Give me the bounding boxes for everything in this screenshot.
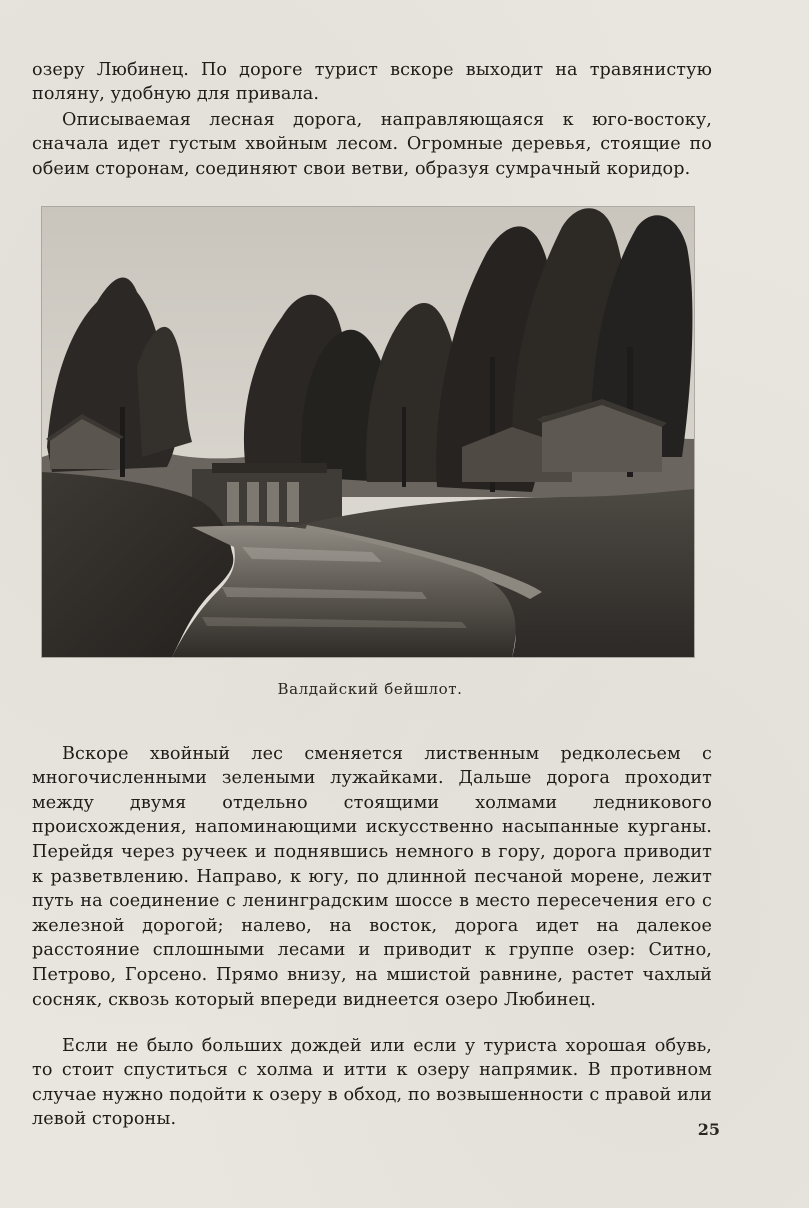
paragraph-forest-road: Описываемая лесная дорога, направляющаяся к юго-востоку, сначала идет густым хвойным лесом. Огромные деревья, стоящие по обеим сторонам, соединяют свои ветви, образуя сумрачный коридор. <box>32 109 712 179</box>
figure-caption: Валдайский бейшлот. <box>277 680 463 698</box>
paragraph-advice: Если не было больших дождей или если у туриста хорошая обувь, то стоит спуститься с холма и итти к озеру напрямик. В противном случае нужно подойти к озеру в обход, по возвышенности с правой или левой стороны. <box>32 1035 712 1130</box>
photo-valdai-lock <box>42 207 694 657</box>
paragraph-continuation: озеру Любинец. По дороге турист вскоре выходит на травянистую поляну, удобную для привала. <box>32 59 712 105</box>
page-number: 25 <box>697 1120 720 1139</box>
paragraph-route-description: Вскоре хвойный лес сменяется лиственным редколесьем с многочисленными зелеными лужайками. Дальше дорога проходит между двумя отдельно стоящими холмами ледникового происхождения, напоминающими искусственно насыпанные курганы. Перейдя через ручеек и поднявшись немного в гору, дорога приводит к разветвлению. Направо, к югу, по длинной песчаной морене, лежит путь на соединение с ленинградским шоссе в место пересечения его с железной дорогой; налево, на восток, дорога идет на далекое расстояние сплошными лесами и приводит к группе озер: Ситно, Петрово, Горсено. Прямо внизу, на мшистой равнине, растет чахлый сосняк, сквозь который впереди виднеется озеро Любинец. <box>32 743 712 1010</box>
